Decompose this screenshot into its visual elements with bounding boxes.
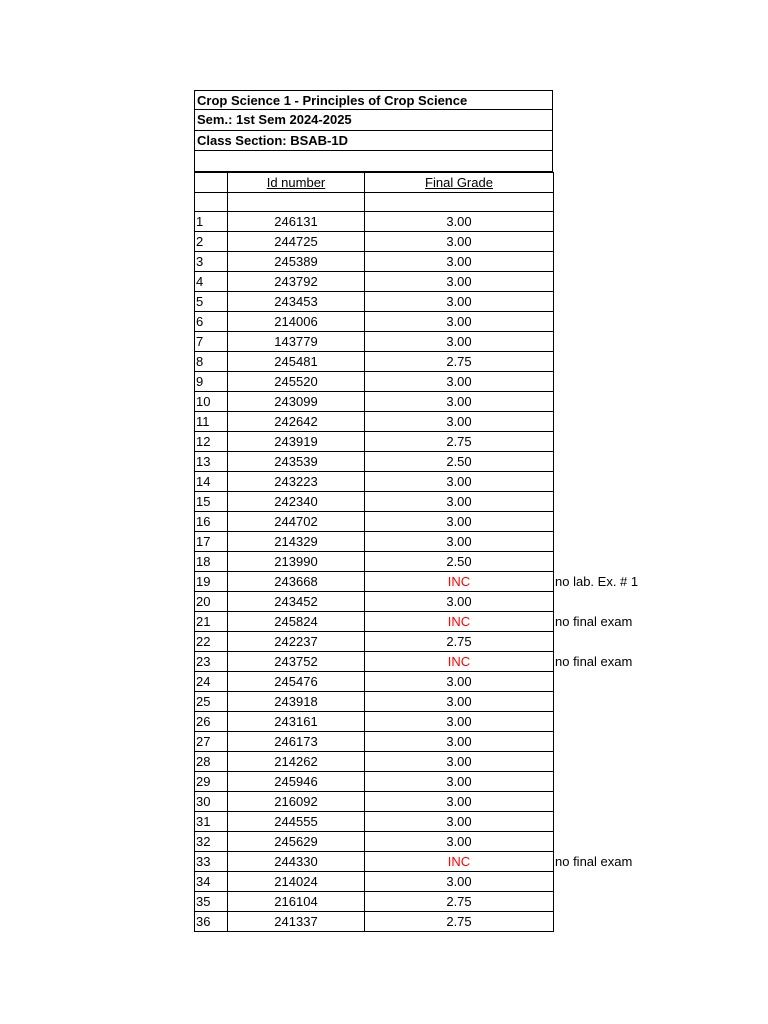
- student-id: 245476: [228, 671, 365, 691]
- final-grade: 3.00: [446, 593, 472, 609]
- table-row: [195, 471, 554, 491]
- student-id: 244330: [228, 851, 365, 871]
- final-grade-cell: [365, 551, 554, 571]
- row-number: 27: [195, 731, 228, 751]
- table-row: [195, 431, 554, 451]
- final-grade-cell: [365, 451, 554, 471]
- table-row: [195, 511, 554, 531]
- final-grade: 2.50: [446, 553, 472, 569]
- row-number: 2: [195, 231, 228, 251]
- final-grade-cell: [365, 211, 554, 231]
- course-title: Crop Science 1 - Principles of Crop Science: [194, 90, 553, 110]
- final-grade-cell: [365, 791, 554, 811]
- student-id: 243452: [228, 591, 365, 611]
- final-grade: 3.00: [446, 753, 472, 769]
- column-header-number: [195, 172, 228, 192]
- student-id: 243223: [228, 471, 365, 491]
- final-grade: 2.75: [446, 353, 472, 369]
- table-row: [195, 891, 554, 911]
- table-row: [195, 491, 554, 511]
- final-grade-cell: [365, 411, 554, 431]
- final-grade-cell: [365, 531, 554, 551]
- final-grade-cell: [365, 711, 554, 731]
- student-id: 243453: [228, 291, 365, 311]
- row-number: 8: [195, 351, 228, 371]
- student-id: 242340: [228, 491, 365, 511]
- grades-table-body: [195, 172, 639, 931]
- final-grade: 3.00: [446, 533, 472, 549]
- student-id: 246173: [228, 731, 365, 751]
- final-grade: 2.75: [446, 633, 472, 649]
- row-number: 31: [195, 811, 228, 831]
- table-row: [195, 651, 554, 671]
- final-grade: 3.00: [446, 313, 472, 329]
- row-number: 33: [195, 851, 228, 871]
- final-grade: 3.00: [446, 873, 472, 889]
- student-id: 242237: [228, 631, 365, 651]
- blank-header-row: [194, 151, 553, 171]
- student-id: 243161: [228, 711, 365, 731]
- final-grade: 3.00: [446, 493, 472, 509]
- column-header-row: [195, 172, 554, 192]
- row-number: 18: [195, 551, 228, 571]
- final-grade-cell: [365, 231, 554, 251]
- table-row: [195, 311, 554, 331]
- final-grade: 3.00: [446, 233, 472, 249]
- row-number: 30: [195, 791, 228, 811]
- final-grade-cell: [365, 911, 554, 931]
- row-number: 20: [195, 591, 228, 611]
- final-grade: INC: [447, 613, 471, 629]
- final-grade: 2.75: [446, 913, 472, 929]
- final-grade-cell: [365, 511, 554, 531]
- row-number: 19: [195, 571, 228, 591]
- row-number: 34: [195, 871, 228, 891]
- table-row: [195, 731, 554, 751]
- remark: no final exam: [555, 613, 633, 629]
- row-number: 13: [195, 451, 228, 471]
- student-id: 245824: [228, 611, 365, 631]
- student-id: 216092: [228, 791, 365, 811]
- table-row: [195, 611, 554, 631]
- final-grade: INC: [447, 653, 471, 669]
- student-id: 245946: [228, 771, 365, 791]
- table-row: [195, 291, 554, 311]
- final-grade: 3.00: [446, 213, 472, 229]
- final-grade-cell: [365, 851, 633, 871]
- final-grade: 3.00: [446, 793, 472, 809]
- blank-cell: [365, 192, 554, 211]
- student-id: 243919: [228, 431, 365, 451]
- student-id: 143779: [228, 331, 365, 351]
- student-id: 214329: [228, 531, 365, 551]
- table-row: [195, 551, 554, 571]
- final-grade: 2.50: [446, 453, 472, 469]
- final-grade: 2.75: [446, 893, 472, 909]
- table-row: [195, 691, 554, 711]
- final-grade-cell: [365, 371, 554, 391]
- row-number: 35: [195, 891, 228, 911]
- final-grade: 3.00: [446, 273, 472, 289]
- student-id: 244555: [228, 811, 365, 831]
- semester-label: Sem.: 1st Sem 2024-2025: [194, 110, 553, 130]
- final-grade-cell: [365, 611, 633, 631]
- row-number: 16: [195, 511, 228, 531]
- row-number: 14: [195, 471, 228, 491]
- final-grade: 3.00: [446, 673, 472, 689]
- final-grade-cell: [365, 271, 554, 291]
- table-row: [195, 631, 554, 651]
- final-grade-cell: [365, 471, 554, 491]
- class-section-label: Class Section: BSAB-1D: [194, 131, 553, 151]
- table-row: [195, 571, 554, 591]
- row-number: 4: [195, 271, 228, 291]
- final-grade: 3.00: [446, 413, 472, 429]
- final-grade-cell: [365, 311, 554, 331]
- row-number: 9: [195, 371, 228, 391]
- student-id: 244725: [228, 231, 365, 251]
- final-grade-cell: [365, 871, 554, 891]
- final-grade-cell: [365, 651, 633, 671]
- row-number: 22: [195, 631, 228, 651]
- table-row: [195, 411, 554, 431]
- table-row: [195, 711, 554, 731]
- row-number: 17: [195, 531, 228, 551]
- table-row: [195, 391, 554, 411]
- final-grade-cell: [365, 731, 554, 751]
- final-grade-cell: [365, 891, 554, 911]
- table-row: [195, 671, 554, 691]
- row-number: 5: [195, 291, 228, 311]
- student-id: 245520: [228, 371, 365, 391]
- row-number: 24: [195, 671, 228, 691]
- student-id: 245629: [228, 831, 365, 851]
- remark: no final exam: [555, 853, 633, 869]
- grades-table: [194, 172, 639, 932]
- grade-sheet: [194, 90, 639, 932]
- final-grade-cell: [365, 591, 554, 611]
- row-number: 11: [195, 411, 228, 431]
- row-number: 25: [195, 691, 228, 711]
- table-row: [195, 871, 554, 891]
- table-row: [195, 751, 554, 771]
- student-id: 241337: [228, 911, 365, 931]
- remark: no lab. Ex. # 1: [555, 573, 639, 589]
- table-row: [195, 811, 554, 831]
- final-grade-cell: [365, 331, 554, 351]
- table-row: [195, 331, 554, 351]
- row-number: 10: [195, 391, 228, 411]
- final-grade: 3.00: [446, 513, 472, 529]
- table-row: [195, 911, 554, 931]
- final-grade: 3.00: [446, 253, 472, 269]
- table-row: [195, 791, 554, 811]
- final-grade: 3.00: [446, 473, 472, 489]
- blank-cell: [228, 192, 365, 211]
- row-number: 21: [195, 611, 228, 631]
- column-header-grade: Final Grade: [365, 172, 554, 192]
- table-row: [195, 851, 554, 871]
- final-grade: 3.00: [446, 333, 472, 349]
- final-grade: 3.00: [446, 713, 472, 729]
- final-grade: 2.75: [446, 433, 472, 449]
- final-grade-cell: [365, 491, 554, 511]
- student-id: 243792: [228, 271, 365, 291]
- column-header-id: Id number: [228, 172, 365, 192]
- student-id: 214024: [228, 871, 365, 891]
- student-id: 245389: [228, 251, 365, 271]
- final-grade-cell: [365, 351, 554, 371]
- student-id: 242642: [228, 411, 365, 431]
- final-grade: 3.00: [446, 813, 472, 829]
- final-grade-cell: [365, 391, 554, 411]
- table-row: [195, 271, 554, 291]
- student-id: 243099: [228, 391, 365, 411]
- row-number: 1: [195, 211, 228, 231]
- table-row: [195, 351, 554, 371]
- table-row: [195, 831, 554, 851]
- row-number: 26: [195, 711, 228, 731]
- final-grade-cell: [365, 571, 639, 591]
- student-id: 214006: [228, 311, 365, 331]
- final-grade: INC: [447, 573, 471, 589]
- final-grade-cell: [365, 691, 554, 711]
- row-number: 12: [195, 431, 228, 451]
- final-grade: 3.00: [446, 373, 472, 389]
- row-number: 32: [195, 831, 228, 851]
- student-id: 244702: [228, 511, 365, 531]
- table-row: [195, 231, 554, 251]
- table-row: [195, 451, 554, 471]
- student-id: 245481: [228, 351, 365, 371]
- final-grade: 3.00: [446, 693, 472, 709]
- final-grade: 3.00: [446, 393, 472, 409]
- student-id: 246131: [228, 211, 365, 231]
- final-grade-cell: [365, 751, 554, 771]
- final-grade-cell: [365, 631, 554, 651]
- row-number: 28: [195, 751, 228, 771]
- row-number: 7: [195, 331, 228, 351]
- blank-row: [195, 192, 554, 211]
- final-grade-cell: [365, 831, 554, 851]
- final-grade-cell: [365, 811, 554, 831]
- final-grade: 3.00: [446, 773, 472, 789]
- final-grade-cell: [365, 251, 554, 271]
- row-number: 29: [195, 771, 228, 791]
- final-grade-cell: [365, 291, 554, 311]
- row-number: 3: [195, 251, 228, 271]
- final-grade: 3.00: [446, 293, 472, 309]
- table-row: [195, 371, 554, 391]
- final-grade: INC: [447, 853, 471, 869]
- blank-cell: [195, 192, 228, 211]
- table-row: [195, 531, 554, 551]
- student-id: 243918: [228, 691, 365, 711]
- row-number: 6: [195, 311, 228, 331]
- student-id: 243539: [228, 451, 365, 471]
- final-grade-cell: [365, 771, 554, 791]
- row-number: 36: [195, 911, 228, 931]
- final-grade: 3.00: [446, 833, 472, 849]
- final-grade-cell: [365, 671, 554, 691]
- table-row: [195, 211, 554, 231]
- final-grade: 3.00: [446, 733, 472, 749]
- table-row: [195, 591, 554, 611]
- row-number: 15: [195, 491, 228, 511]
- student-id: 214262: [228, 751, 365, 771]
- table-row: [195, 771, 554, 791]
- final-grade-cell: [365, 431, 554, 451]
- row-number: 23: [195, 651, 228, 671]
- student-id: 243752: [228, 651, 365, 671]
- remark: no final exam: [555, 653, 633, 669]
- student-id: 216104: [228, 891, 365, 911]
- table-row: [195, 251, 554, 271]
- student-id: 243668: [228, 571, 365, 591]
- student-id: 213990: [228, 551, 365, 571]
